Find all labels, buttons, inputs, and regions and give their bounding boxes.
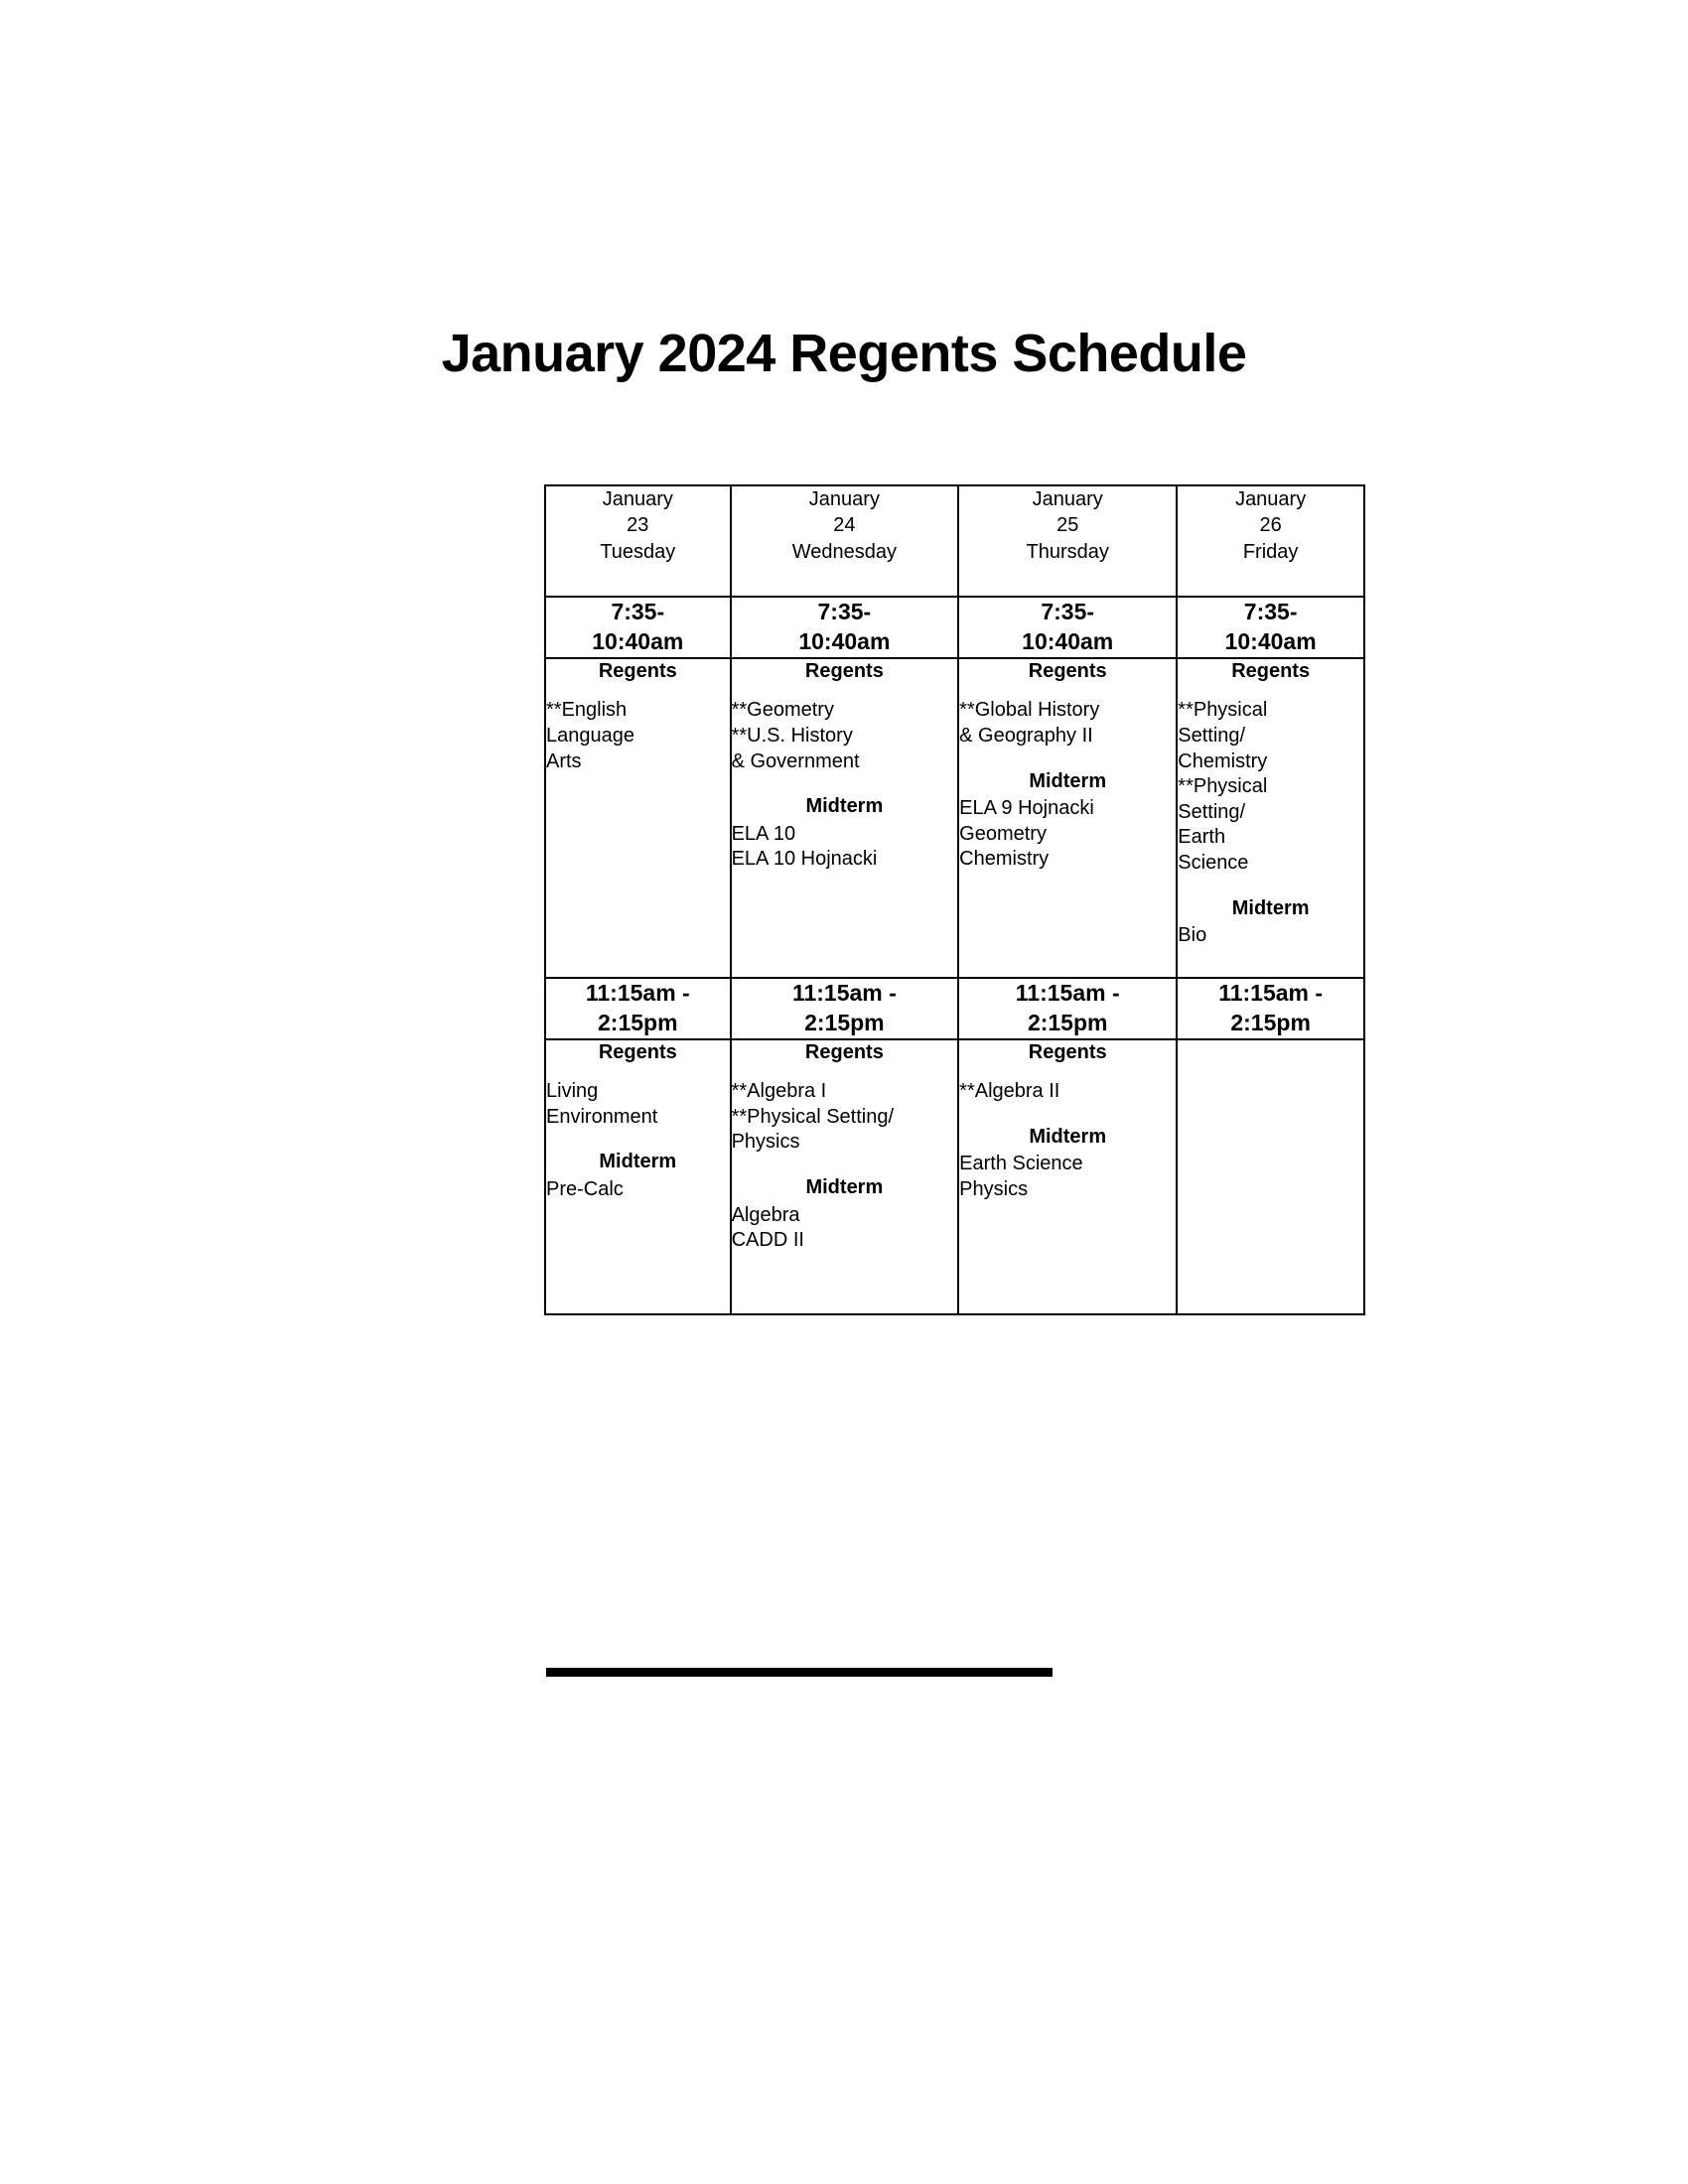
exam-item: **Global History xyxy=(959,699,1100,722)
day-number: 25 xyxy=(1056,514,1079,537)
midterm-item: Bio xyxy=(1178,924,1207,947)
morning-exam-cell-1 xyxy=(731,658,959,978)
midterm-item: CADD II xyxy=(731,1229,804,1252)
midterm-label: Midterm xyxy=(1029,1125,1107,1148)
exam-item: Setting/ xyxy=(1178,800,1246,823)
regents-label: Regents xyxy=(1028,1040,1107,1063)
midterm-label: Midterm xyxy=(1029,769,1107,792)
day-number: 23 xyxy=(627,514,649,537)
day-number: 26 xyxy=(1259,514,1282,537)
schedule-table-wrapper xyxy=(544,484,1365,1315)
exam-item: **U.S. History xyxy=(731,724,853,747)
day-month: January xyxy=(1235,488,1307,510)
day-header-cell-1 xyxy=(731,485,959,597)
exam-item: **English xyxy=(546,699,628,722)
time-line-2: 2:15pm xyxy=(804,1009,885,1035)
midterm-item: Earth Science xyxy=(959,1153,1083,1175)
table-row-morning-times xyxy=(545,597,1364,658)
table-row-morning-exams xyxy=(545,658,1364,978)
regents-schedule-table xyxy=(544,484,1365,1315)
day-header-cell-2 xyxy=(958,485,1177,597)
midterm-item: ELA 9 Hojnacki xyxy=(959,797,1094,820)
midterm-item: Pre-Calc xyxy=(546,1177,624,1200)
day-header-cell-0 xyxy=(545,485,731,597)
morning-exam-cell-0 xyxy=(545,658,731,978)
morning-time-cell-1 xyxy=(731,597,959,658)
morning-time-cell-0 xyxy=(545,597,731,658)
regents-label: Regents xyxy=(598,1040,677,1063)
afternoon-time-cell-0 xyxy=(545,978,731,1039)
midterm-label: Midterm xyxy=(805,795,884,818)
time-line-1: 7:35- xyxy=(1041,599,1095,624)
exam-item: Physics xyxy=(731,1131,800,1154)
page-title: January 2024 Regents Schedule xyxy=(441,324,1247,383)
time-line-1: 7:35- xyxy=(1243,599,1298,624)
exam-item: Setting/ xyxy=(1178,724,1246,747)
day-month: January xyxy=(1032,488,1103,510)
time-line-2: 2:15pm xyxy=(1027,1009,1108,1035)
time-line-1: 11:15am - xyxy=(1218,979,1324,1006)
afternoon-exam-cell-2 xyxy=(958,1039,1177,1314)
table-row-afternoon-times xyxy=(545,978,1364,1039)
regents-label: Regents xyxy=(598,659,677,682)
regents-label: Regents xyxy=(1231,659,1311,682)
exam-item: Earth xyxy=(1178,826,1226,849)
exam-item: & Government xyxy=(731,750,860,772)
midterm-label: Midterm xyxy=(1231,896,1310,919)
afternoon-exam-cell-0 xyxy=(545,1039,731,1314)
day-weekday: Thursday xyxy=(1026,540,1109,563)
time-line-2: 2:15pm xyxy=(598,1009,678,1035)
time-line-1: 7:35- xyxy=(817,599,872,624)
time-line-2: 10:40am xyxy=(798,627,891,654)
table-row-afternoon-exams xyxy=(545,1039,1364,1314)
day-month: January xyxy=(808,488,880,510)
afternoon-time-cell-2 xyxy=(958,978,1177,1039)
exam-item: **Geometry xyxy=(731,699,834,722)
exam-item: & Geography II xyxy=(959,724,1093,747)
midterm-label: Midterm xyxy=(599,1151,677,1173)
morning-exam-cell-3 xyxy=(1177,658,1364,978)
midterm-item: Algebra xyxy=(731,1203,800,1226)
midterm-item: ELA 10 xyxy=(731,822,796,845)
time-line-2: 2:15pm xyxy=(1230,1009,1311,1035)
exam-item: **Physical xyxy=(1178,775,1268,798)
regents-label: Regents xyxy=(804,1040,884,1063)
afternoon-time-cell-1 xyxy=(731,978,959,1039)
midterm-item: Geometry xyxy=(959,822,1047,845)
exam-item: Arts xyxy=(546,750,582,772)
time-line-1: 11:15am - xyxy=(791,979,897,1006)
exam-item: Environment xyxy=(546,1105,658,1128)
exam-item: **Physical Setting/ xyxy=(731,1105,895,1128)
time-line-2: 10:40am xyxy=(592,627,684,654)
day-weekday: Wednesday xyxy=(791,540,897,563)
day-number: 24 xyxy=(833,514,856,537)
time-line-1: 11:15am - xyxy=(1015,979,1120,1006)
day-weekday: Friday xyxy=(1242,540,1299,563)
morning-time-cell-3 xyxy=(1177,597,1364,658)
exam-item: **Algebra II xyxy=(959,1080,1060,1103)
morning-time-cell-2 xyxy=(958,597,1177,658)
midterm-label: Midterm xyxy=(805,1175,884,1198)
day-header-cell-3 xyxy=(1177,485,1364,597)
time-line-2: 10:40am xyxy=(1224,627,1317,654)
regents-label: Regents xyxy=(1028,659,1107,682)
exam-item: **Physical xyxy=(1178,699,1268,722)
exam-item: Science xyxy=(1178,851,1249,874)
day-weekday: Tuesday xyxy=(600,540,676,563)
time-line-1: 7:35- xyxy=(611,599,665,624)
exam-item: Chemistry xyxy=(1178,750,1268,772)
midterm-item: ELA 10 Hojnacki xyxy=(731,848,878,871)
time-line-1: 11:15am - xyxy=(585,979,690,1006)
midterm-item: Chemistry xyxy=(959,848,1050,871)
table-bottom-rule xyxy=(546,1668,1053,1677)
exam-item: Living xyxy=(546,1080,599,1103)
table-row-day-headers xyxy=(545,485,1364,597)
exam-item: Language xyxy=(546,724,634,747)
day-month: January xyxy=(602,488,673,510)
exam-item: **Algebra I xyxy=(731,1080,827,1103)
afternoon-exam-cell-3 xyxy=(1177,1039,1364,1314)
afternoon-time-cell-3 xyxy=(1177,978,1364,1039)
morning-exam-cell-2 xyxy=(958,658,1177,978)
midterm-item: Physics xyxy=(959,1177,1029,1200)
regents-label: Regents xyxy=(804,659,884,682)
afternoon-exam-cell-1 xyxy=(731,1039,959,1314)
time-line-2: 10:40am xyxy=(1022,627,1114,654)
